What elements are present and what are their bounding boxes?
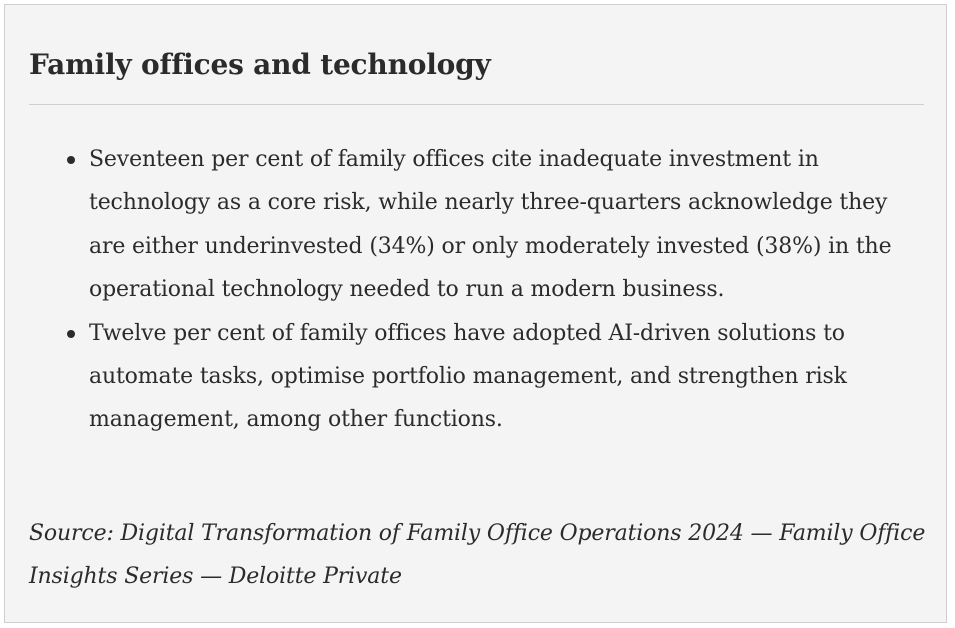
title-divider [29, 104, 924, 105]
bullet-dot-icon [67, 330, 75, 338]
bullet-text: Seventeen per cent of family offices cite inadequate investment in technology as a core risk, while nearly three-quarters acknowledge they are either underinvested (34%) or only moderately invested (38%) in the operational technology needed to run a modern business. [89, 147, 892, 303]
source-citation: Source: Digital Transformation of Family Office Operations 2024 — Family Office Insights Series — Deloitte Private [29, 521, 926, 589]
bullet-dot-icon [67, 156, 75, 164]
bullet-item [65, 312, 915, 442]
bullet-item [65, 138, 915, 312]
box-title: Family offices and technology [29, 48, 491, 81]
bullet-list [65, 138, 915, 442]
bullet-text: Twelve per cent of family offices have adopted AI-driven solutions to automate tasks, optimise portfolio management, and strengthen risk management, among other functions. [89, 320, 847, 433]
info-box [4, 4, 947, 623]
